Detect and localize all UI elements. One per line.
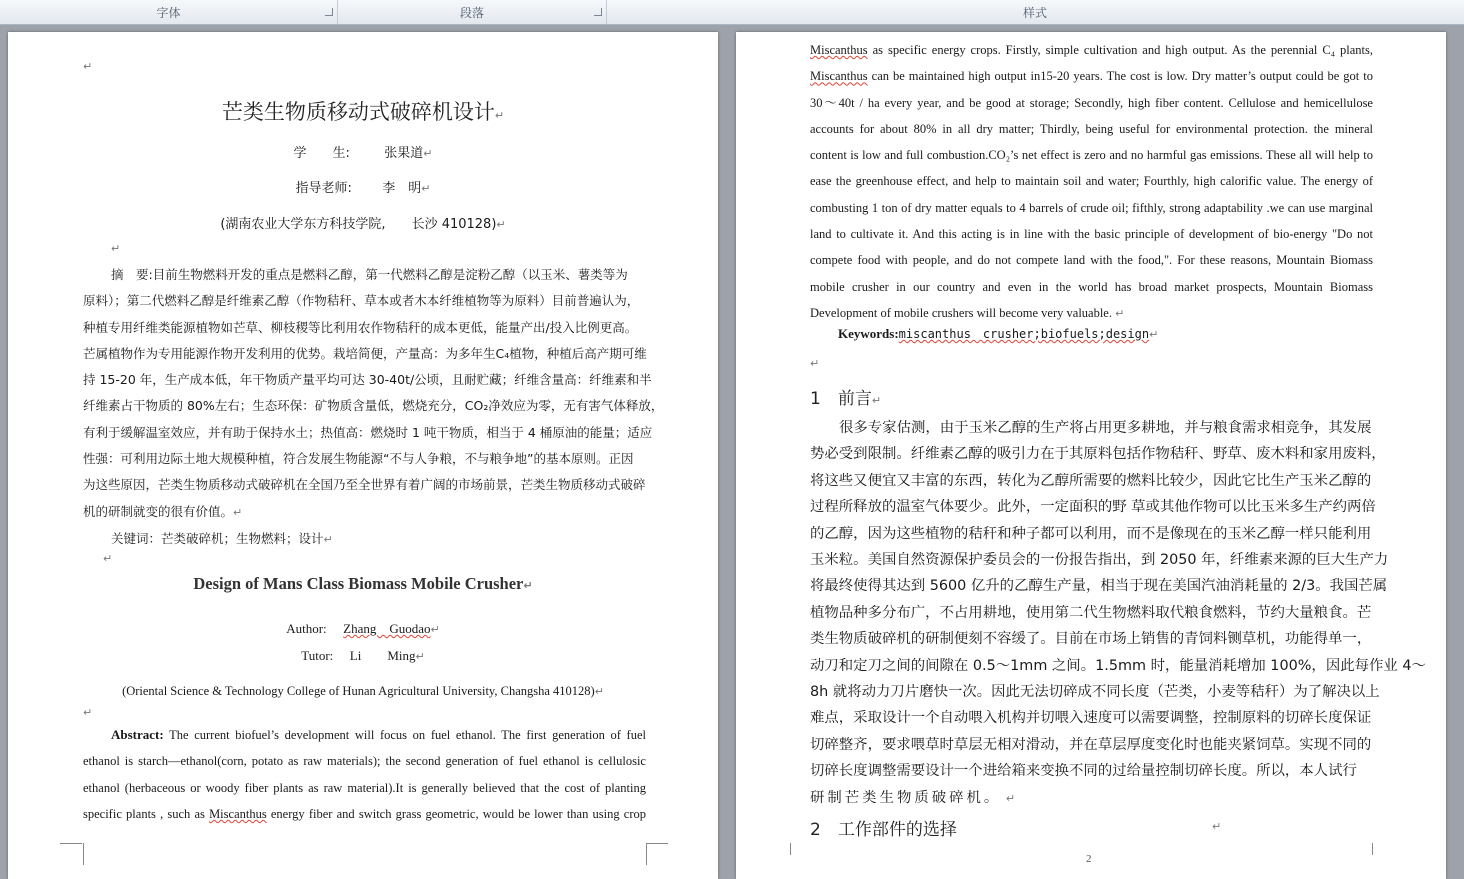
crop-mark [63,843,84,865]
keywords-en: Keywords:miscanthus crusher;biofuels;design↵ [838,326,1159,341]
abstract-en-p1: Abstract: The current biofuel’s development will focus on fuel ethanol. The first generation of fuel ethanol is starch—ethanol(corn, potato as raw materials); the second generation of fuel ethanol is cellulosic ethanol (herbaceous or woody fiber plants as raw material).It is generally believed that the cost of planting specific plants , such as Miscanthus energy fiber and switch grass geometric, would be lower than using crop [83,727,646,821]
page-title: 芒类生物质移动式破碎机设计↵ [221,100,505,124]
keywords-cn: 关键词：芒类破碎机；生物燃料；设计↵ [111,530,333,546]
ribbon-group-font [0,0,338,24]
author-en-line: Author: Zhang Guodao↵ [286,621,440,636]
spellcheck-word: Miscanthus [209,806,267,821]
advisor-label: 指导老师: [295,181,352,196]
section-1-body: 很多专家估测，由于玉米乙醇的生产将占用更多耕地，并与粮食需求相竞争，其发展 势必受到限制。纤维素乙醇的吸引力在于其原料包括作物秸秆、野草、废木料和家用废料， 将这些又便宜又丰富的东西，转化为乙醇所需要的燃料比较少，因此它比生产玉米乙醇的 过程所释放的温室气体要少。此外，一定面积的野 草或其他作物可以比玉米多生产约两倍 的乙醇，因为这些植物的秸秆和种子都可以利用，而不是像现在的玉米乙醇一样只能利用 玉米粒。美国自然资源保护委员会的一份报告指出，到 2050 年，纤维素来源的巨大生产力 将最终使得其达到 5600 亿升的乙醇生产量，相当于现在美国汽油消耗量的 2/3。我国芒属 植物品种多分布广，不占用耕地，使用第二代生物燃料取代粮食燃料，节约大量粮食。芒 类生物质破碎机的研制便刻不容缓了。目前在市场上销售的青饲料铡草机，功能得单一， 动刀和定刀之间的间隙在 0.5～1mm 之间。1.5mm 时，能量消耗增加 100%，因此每作业 4～ 8h 就将动力刀片磨快一次。因此无法切碎成不同长度（芒类，小麦等秸秆）为了解决以上 难点，采取设计一个自动喂入机构并切喂入速度可以需要调整，控制原料的切碎长度保证 切碎整齐，要求喂草时草层无相对滑动，并在草层厚度变化时也能夹紧饲草。实现不同的 切碎长度调整需要设计一个进给箱来变换不同的过给量控制切碎长度。所以，本人试行 研制芒类生物质破碎机。 ↵ [810,420,1426,806]
student-line: 学 生: 张果道↵ [293,146,433,161]
paragraph-mark: ↵ [83,60,93,73]
advisor-name: 李 明 [382,181,422,196]
crop-mark [790,843,791,855]
crop-mark [646,843,668,844]
section-2-heading: 2 工作部件的选择 [810,820,957,840]
paragraph-mark: ↵ [1212,820,1222,833]
tutor-en-line: Tutor: Li Ming↵ [301,648,425,663]
document-page-2[interactable] [736,32,1446,879]
abstract-cn: 摘 要:目前生物燃料开发的重点是燃料乙醇，第一代燃料乙醇是淀粉乙醇（以玉米、薯类等为 原料）；第二代燃料乙醇是纤维素乙醇（作物秸秆、草本或者木本纤维植物等为原料）目前普遍认为， 种植专用纤维类能源植物如芒草、柳枝稷等比利用农作物秸秆的成本更低，能量产出/投入比例更高。 芒属植物作为专用能源作物开发利用的优势。栽培简便，产量高：为多年生C₄植物，种植后高产期可维 持 15-20 年，生产成本低，年干物质产量平均可达 30-40t/公顷，且耐贮藏；纤维含量高：纤维素和半 纤维素占干物质的 80%左右；生态环保：矿物质含量低，燃烧充分，CO₂净效应为零，无有害气体释放， 有利于缓解温室效应，并有助于保持水土；热值高：燃烧时 1 吨干物质，相当于 4 桶原油的能量；适应 性强：可利用边际土地大规模种植，符合发展生物能源“不与人争粮，不与粮争地”的基本原则。正因 为这些原因，芒类生物质移动式破碎机在全国乃至全世界有着广阔的市场前景，芒类生物质移动式破碎 机的研制就变的很有价值。↵ 关键词：芒类破碎机；生物燃料；设计↵ [83,262,648,553]
page-number: 2 [1086,853,1092,865]
student-label: 学 生: [293,146,350,161]
ribbon-group-font-label: 字体 [156,6,181,20]
ribbon-group-paragraph-label: 段落 [459,6,484,20]
paragraph-mark: ↵ [810,357,820,370]
affiliation-en: (Oriental Science & Technology College of Hunan Agricultural University, Changsha 410128)↵ [122,684,604,698]
title-en: Design of Mans Class Biomass Mobile Crusher↵ [193,574,533,593]
ribbon-group-paragraph [338,0,607,24]
font-dialog-launcher-icon[interactable] [325,8,333,16]
crop-mark [646,843,667,865]
ribbon-group-styles-label: 样式 [1022,6,1047,20]
abstract-en-p2: Miscanthus as specific energy crops. Firstly, simple cultivation and high output. As the perennial C₄ plants, Miscanthus can be maintained high output in15-20 years. The cost is low. Dry matter’s output could be got to 30～40t / ha every year, and be good at storage; Secondly, high fiber content. Cellulose and hemicellulose accounts for about 80% in all dry matter; Thirdly, being useful for environmental protection. the mineral content is low and full combustion.CO₂’s net effect is zero and no harmful gas emissions. These all will help to ease the greenhouse effect, and help to maintain soil and water; Fourthly, high calorific value. The energy of combusting 1 ton of dry matter equals to 4 barrels of crude oil; fifthly, strong adaptability .we can use marginal land to cultivate it. And this acting is in line with the basic principle of development of bio-energy "Do not compete food with people, and do not compete land with the food,". For these reasons, Mountain Biomass mobile crusher in our country and even in the world has broad market prospects, Mountain Biomass Development of mobile crushers will become very valuable. ↵ [810,43,1373,320]
advisor-line: 指导老师: 李 明↵ [295,181,431,196]
crop-mark [60,843,82,844]
paragraph-mark: ↵ [103,552,113,565]
section-1-heading: 1 前言↵ [810,389,882,409]
abstract-en-label: Abstract: [111,727,164,742]
paragraph-dialog-launcher-icon[interactable] [594,8,602,16]
document-page-1[interactable] [8,32,718,879]
paragraph-mark: ↵ [111,242,121,255]
student-name: 张果道 [384,146,424,161]
crop-mark [1372,843,1373,855]
paragraph-mark: ↵ [83,706,93,719]
ribbon-group-labels [0,0,1464,25]
ribbon-group-styles [607,0,1463,24]
affiliation-cn: (湖南农业大学东方科技学院, 长沙 410128)↵ [220,217,506,232]
